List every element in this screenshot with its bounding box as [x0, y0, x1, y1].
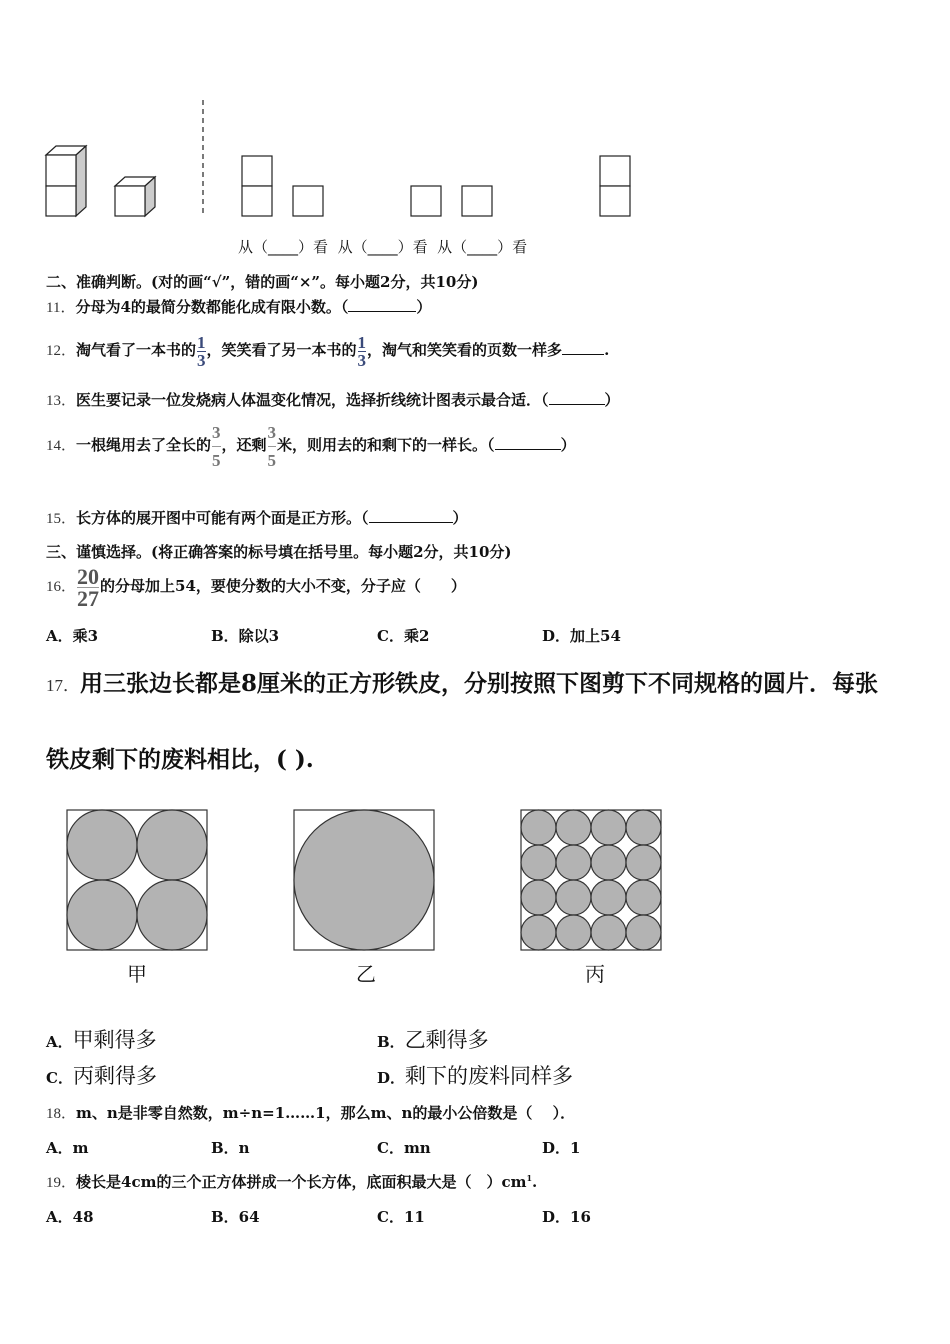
- option-c[interactable]: C．11: [377, 1208, 425, 1226]
- circle: [521, 810, 556, 845]
- figure-label-bing: 丙: [585, 962, 605, 986]
- question-19: [46, 1171, 537, 1192]
- circle: [626, 915, 661, 950]
- fraction: [197, 334, 206, 369]
- circle: [591, 915, 626, 950]
- question-number: 14．: [46, 438, 77, 454]
- circle: [556, 880, 591, 915]
- question-text: ，笑笑看了另一本书的: [206, 341, 357, 359]
- figure-label-jia: 甲: [127, 962, 147, 986]
- option-a[interactable]: A．m: [46, 1139, 89, 1157]
- circle: [556, 845, 591, 880]
- question-text: ，淘气和笑笑看的页数一样多: [367, 341, 563, 359]
- denominator: 5: [267, 450, 277, 470]
- option-c[interactable]: [46, 1060, 157, 1090]
- question-number: 18．: [46, 1106, 77, 1122]
- cube-views-figure: [0, 90, 700, 230]
- large-circle: [294, 810, 434, 950]
- question-number: 17．: [46, 676, 80, 695]
- question-number: 15．: [46, 511, 77, 527]
- question-text: 长方体的展开图中可能有两个面是正方形。（: [76, 509, 369, 527]
- option-text: 甲剩得多: [72, 1028, 157, 1052]
- period: .: [604, 341, 610, 359]
- question-13: [46, 389, 620, 410]
- circle: [137, 810, 207, 880]
- question-15: [46, 507, 468, 528]
- circle: [521, 880, 556, 915]
- option-text: 乙剩得多: [404, 1028, 489, 1052]
- option-b[interactable]: B．64: [211, 1208, 260, 1226]
- numerator: 1: [197, 332, 206, 352]
- option-letter: C．: [46, 1069, 73, 1087]
- denominator: 3: [197, 350, 206, 370]
- question-text: 棱长是4cm的三个正方体拼成一个长方体，底面积最大是（ ）cm: [76, 1173, 527, 1191]
- circle: [521, 845, 556, 880]
- circle: [626, 810, 661, 845]
- fraction: [212, 424, 221, 469]
- question-number: 19．: [46, 1175, 77, 1191]
- circle: [556, 810, 591, 845]
- answer-blank[interactable]: [348, 296, 416, 312]
- paren: ）: [452, 509, 468, 527]
- numerator: 3: [267, 422, 277, 442]
- option-c[interactable]: C．mn: [377, 1139, 431, 1157]
- circle: [67, 810, 137, 880]
- cube-side: [76, 146, 86, 216]
- option-a[interactable]: [46, 1024, 157, 1054]
- option-a[interactable]: A．乘3: [46, 627, 99, 645]
- denominator: 27: [77, 585, 100, 611]
- circle: [591, 845, 626, 880]
- answer-blank[interactable]: [369, 507, 453, 523]
- circle: [626, 845, 661, 880]
- question-18: [46, 1102, 575, 1123]
- question-text: 米，则用去的和剩下的一样长。（: [277, 436, 495, 454]
- circle: [591, 810, 626, 845]
- numerator: 3: [212, 422, 221, 442]
- question-text: 分母为4的最简分数都能化成有限小数。（: [75, 298, 349, 316]
- question-text: 的分母加上54，要使分数的大小不变，分子应（ ）: [100, 577, 466, 595]
- view-square: [242, 156, 272, 186]
- circle: [137, 880, 207, 950]
- option-a[interactable]: A．48: [46, 1208, 94, 1226]
- numerator: 20: [77, 563, 100, 589]
- question-number: 13．: [46, 393, 77, 409]
- circle: [556, 915, 591, 950]
- question-text: ，还剩: [221, 436, 267, 454]
- question-14: [46, 420, 576, 471]
- fraction: [268, 424, 277, 469]
- denominator: 3: [357, 350, 367, 370]
- section-2-title: 二、准确判断。(对的画“√”，错的画“×”。每小题2分，共10分): [46, 273, 479, 291]
- paren: ）: [604, 391, 620, 409]
- fraction: [77, 563, 100, 611]
- numerator: 1: [357, 332, 367, 352]
- option-b[interactable]: [377, 1024, 489, 1054]
- option-c[interactable]: C．乘2: [377, 627, 430, 645]
- question-text: 用三张边长都是8厘米的正方形铁皮，分别按照下图剪下不同规格的圆片．每张: [80, 670, 879, 697]
- question-11: [46, 296, 431, 317]
- section-3-title: 三、谨慎选择。(将正确答案的标号填在括号里。每小题2分，共10分): [46, 543, 512, 561]
- answer-blank[interactable]: [495, 434, 561, 450]
- question-number: 16．: [46, 579, 77, 595]
- question-text: m、n是非零自然数，m÷n=1……1，那么m、n的最小公倍数是（ ）．: [76, 1104, 576, 1122]
- question-number: 11．: [46, 300, 76, 316]
- answer-blank[interactable]: [549, 389, 605, 405]
- option-text: 丙剩得多: [72, 1064, 157, 1088]
- circle: [626, 880, 661, 915]
- circle: [591, 880, 626, 915]
- circle: [67, 880, 137, 950]
- option-d[interactable]: [377, 1060, 573, 1090]
- view-captions: [238, 236, 527, 257]
- option-letter: B．: [377, 1033, 405, 1051]
- question-12: [46, 328, 609, 373]
- paren: ）: [416, 298, 432, 316]
- circle: [521, 915, 556, 950]
- question-text: 医生要记录一位发烧病人体温变化情况，选择折线统计图表示最合适．（: [76, 391, 549, 409]
- view-caption: 从（____）看: [238, 238, 329, 256]
- option-d[interactable]: D．加上54: [542, 627, 621, 645]
- view-caption: 从（____）看: [437, 238, 528, 256]
- question-text: 一根绳用去了全长的: [76, 436, 212, 454]
- option-letter: D．: [377, 1069, 406, 1087]
- paren: ）: [560, 436, 576, 454]
- question-17-line2: 铁皮剩下的废料相比，( ).: [46, 746, 314, 773]
- denominator: 5: [212, 450, 221, 470]
- fraction: [358, 334, 367, 369]
- option-text: 剩下的废料同样多: [405, 1064, 574, 1088]
- view-caption: 从（____）看: [337, 238, 428, 256]
- superscript: 1: [526, 1173, 533, 1183]
- question-text: 淘气看了一本书的: [76, 341, 197, 359]
- option-d[interactable]: D．1: [542, 1139, 581, 1157]
- period: .: [532, 1173, 538, 1191]
- question-number: 12．: [46, 343, 77, 359]
- option-letter: A．: [46, 1033, 73, 1051]
- option-b[interactable]: B．n: [211, 1139, 250, 1157]
- figure-label-yi: 乙: [356, 962, 376, 986]
- question-17-line1: [46, 665, 878, 698]
- option-b[interactable]: B．除以3: [211, 627, 280, 645]
- answer-blank[interactable]: [562, 339, 604, 355]
- question-16: [46, 562, 466, 611]
- option-d[interactable]: D．16: [542, 1208, 591, 1226]
